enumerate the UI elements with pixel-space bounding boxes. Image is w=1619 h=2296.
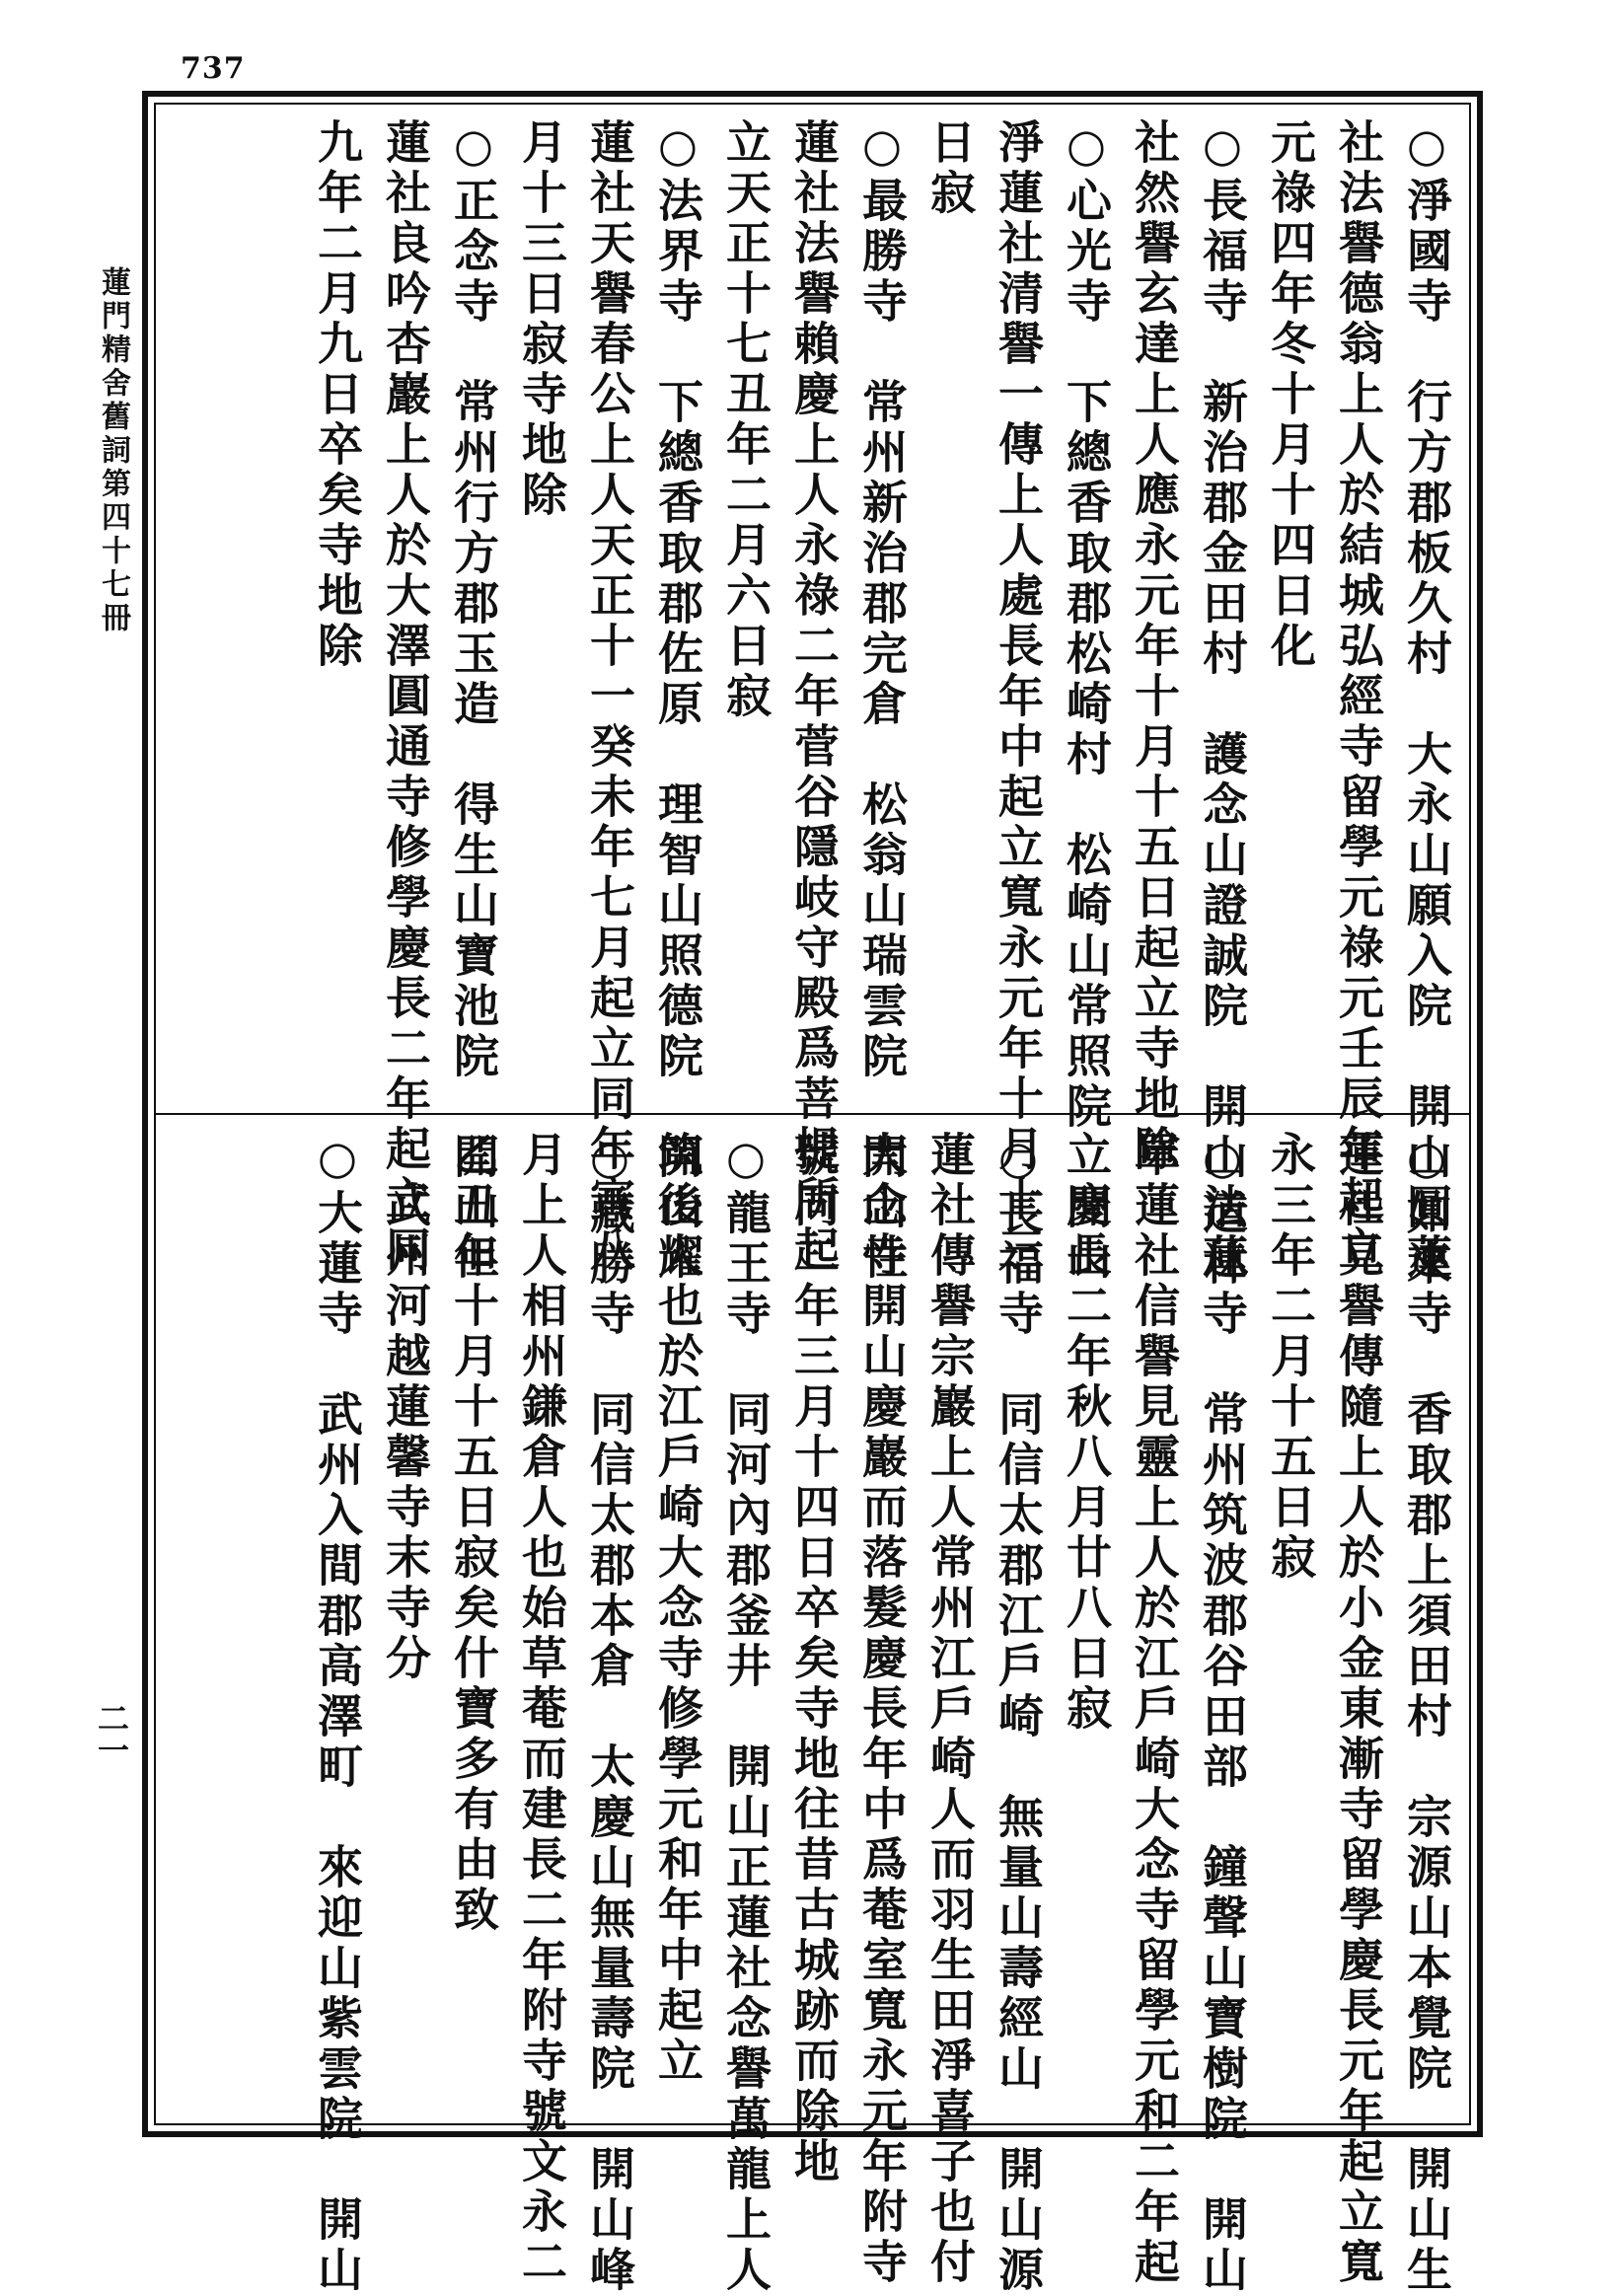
text-column: ○藏勝寺 同信太郡本倉 太慶山無量壽院 開山峰 [583, 1131, 636, 2296]
text-column: ○最勝寺 常州新治郡完倉 松翁山瑞雲院 開山性 [855, 118, 909, 1284]
text-column: 社然譽玄達上人應永元年十月十五日起立寺地除 [1128, 118, 1181, 1175]
text-column: ○大蓮寺 武州入間郡高澤町 來迎山紫雲院 開山 [311, 1131, 364, 2296]
text-column: 立天正十七丑年二月六日寂 [719, 118, 773, 722]
text-column: 大念寺開山慶巖而落髮慶長年中爲菴室寬永元年附寺 [855, 1131, 909, 2288]
text-column: 武州河越蓮馨寺末寺分 [379, 1131, 432, 1684]
text-column: 月十三日寂寺地除 [515, 118, 568, 521]
text-column: 乙丑年十月十五日寂矣什寶多有由致 [447, 1131, 500, 1936]
text-column: ○如來寺 香取郡上須田村 宗源山本覺院 開山生 [1400, 1131, 1453, 2296]
text-column: ○長福寺 同信太郡江戶崎 無量山壽經山 開山源 [992, 1131, 1045, 2296]
text-column: ○道林寺 常州筑波郡谷田部 鐘聲山寶樹院 開山 [1196, 1131, 1249, 2296]
text-column: ○長福寺 新治郡金田村 護念山證誠院 開山法蓮 [1196, 118, 1249, 1284]
text-column: 蓮社見譽傳隨上人於小金東漸寺留學慶長元年起立寬 [1332, 1131, 1385, 2288]
folio-number: 二一 [93, 1702, 130, 1765]
text-column: 筑後人也於江戶崎大念寺修學元和年中起立 [651, 1131, 704, 2087]
text-column: 號同二年三月十四日卒矣寺地往昔古城跡而除地 [787, 1131, 841, 2187]
upper-register [178, 118, 1460, 1284]
text-column: 蓮社傳譽宗巖上人常州江戶崎人而羽生田淨喜子也付 [923, 1131, 977, 2288]
text-column: ○龍王寺 同河內郡釜井 開山正蓮社念譽萬龍上人 [719, 1131, 773, 2296]
page-number: 737 [181, 51, 246, 86]
text-column: ○淨國寺 行方郡板久村 大永山願入院 開山圓蓮 [1400, 118, 1453, 1284]
text-column: 淨蓮社清譽一傳上人處長年中起立寬永元年十月十三 [992, 118, 1045, 1276]
text-column: ○心光寺 下總香取郡松崎村 松崎山常照院 開山 [1060, 118, 1113, 1284]
lower-register [178, 1131, 1460, 2296]
text-column: 月上人相州鎌倉人也始草菴而建長二年附寺號文永二 [515, 1131, 568, 2288]
text-column: 永三年二月十五日寂 [1264, 1131, 1317, 1584]
text-column: 蓮社天譽春公上人天正十一癸未年七月起立同年寅八 [583, 118, 636, 1276]
text-column: 立慶長二年秋八月廿八日寂 [1060, 1131, 1113, 1735]
text-column: ○法界寺 下總香取郡佐原 理智山照德院 開山耀 [651, 118, 704, 1284]
running-head: 蓮門精舍舊詞第四十七冊 [96, 266, 130, 635]
text-column: 蓮社法譽賴慶上人永祿二年菅谷隱岐守殿爲菩提所起 [787, 118, 841, 1276]
text-column: 元祿四年冬十月十四日化 [1264, 118, 1317, 672]
text-column: 日寂 [923, 118, 977, 219]
text-column: 九年二月九日卒矣寺地除 [311, 118, 364, 672]
text-column: 社法譽德翁上人於結城弘經寺留學元祿元壬辰年起立 [1332, 118, 1385, 1276]
text-column: 蓮社良吟杏巖上人於大澤圓通寺修學慶長二年起立同 [379, 118, 432, 1276]
text-column: 單蓮社信譽見靈上人於江戶崎大念寺留學元和二年起 [1128, 1131, 1181, 2288]
text-column: ○正念寺 常州行方郡玉造 得生山寶池院 開山但 [447, 118, 500, 1284]
